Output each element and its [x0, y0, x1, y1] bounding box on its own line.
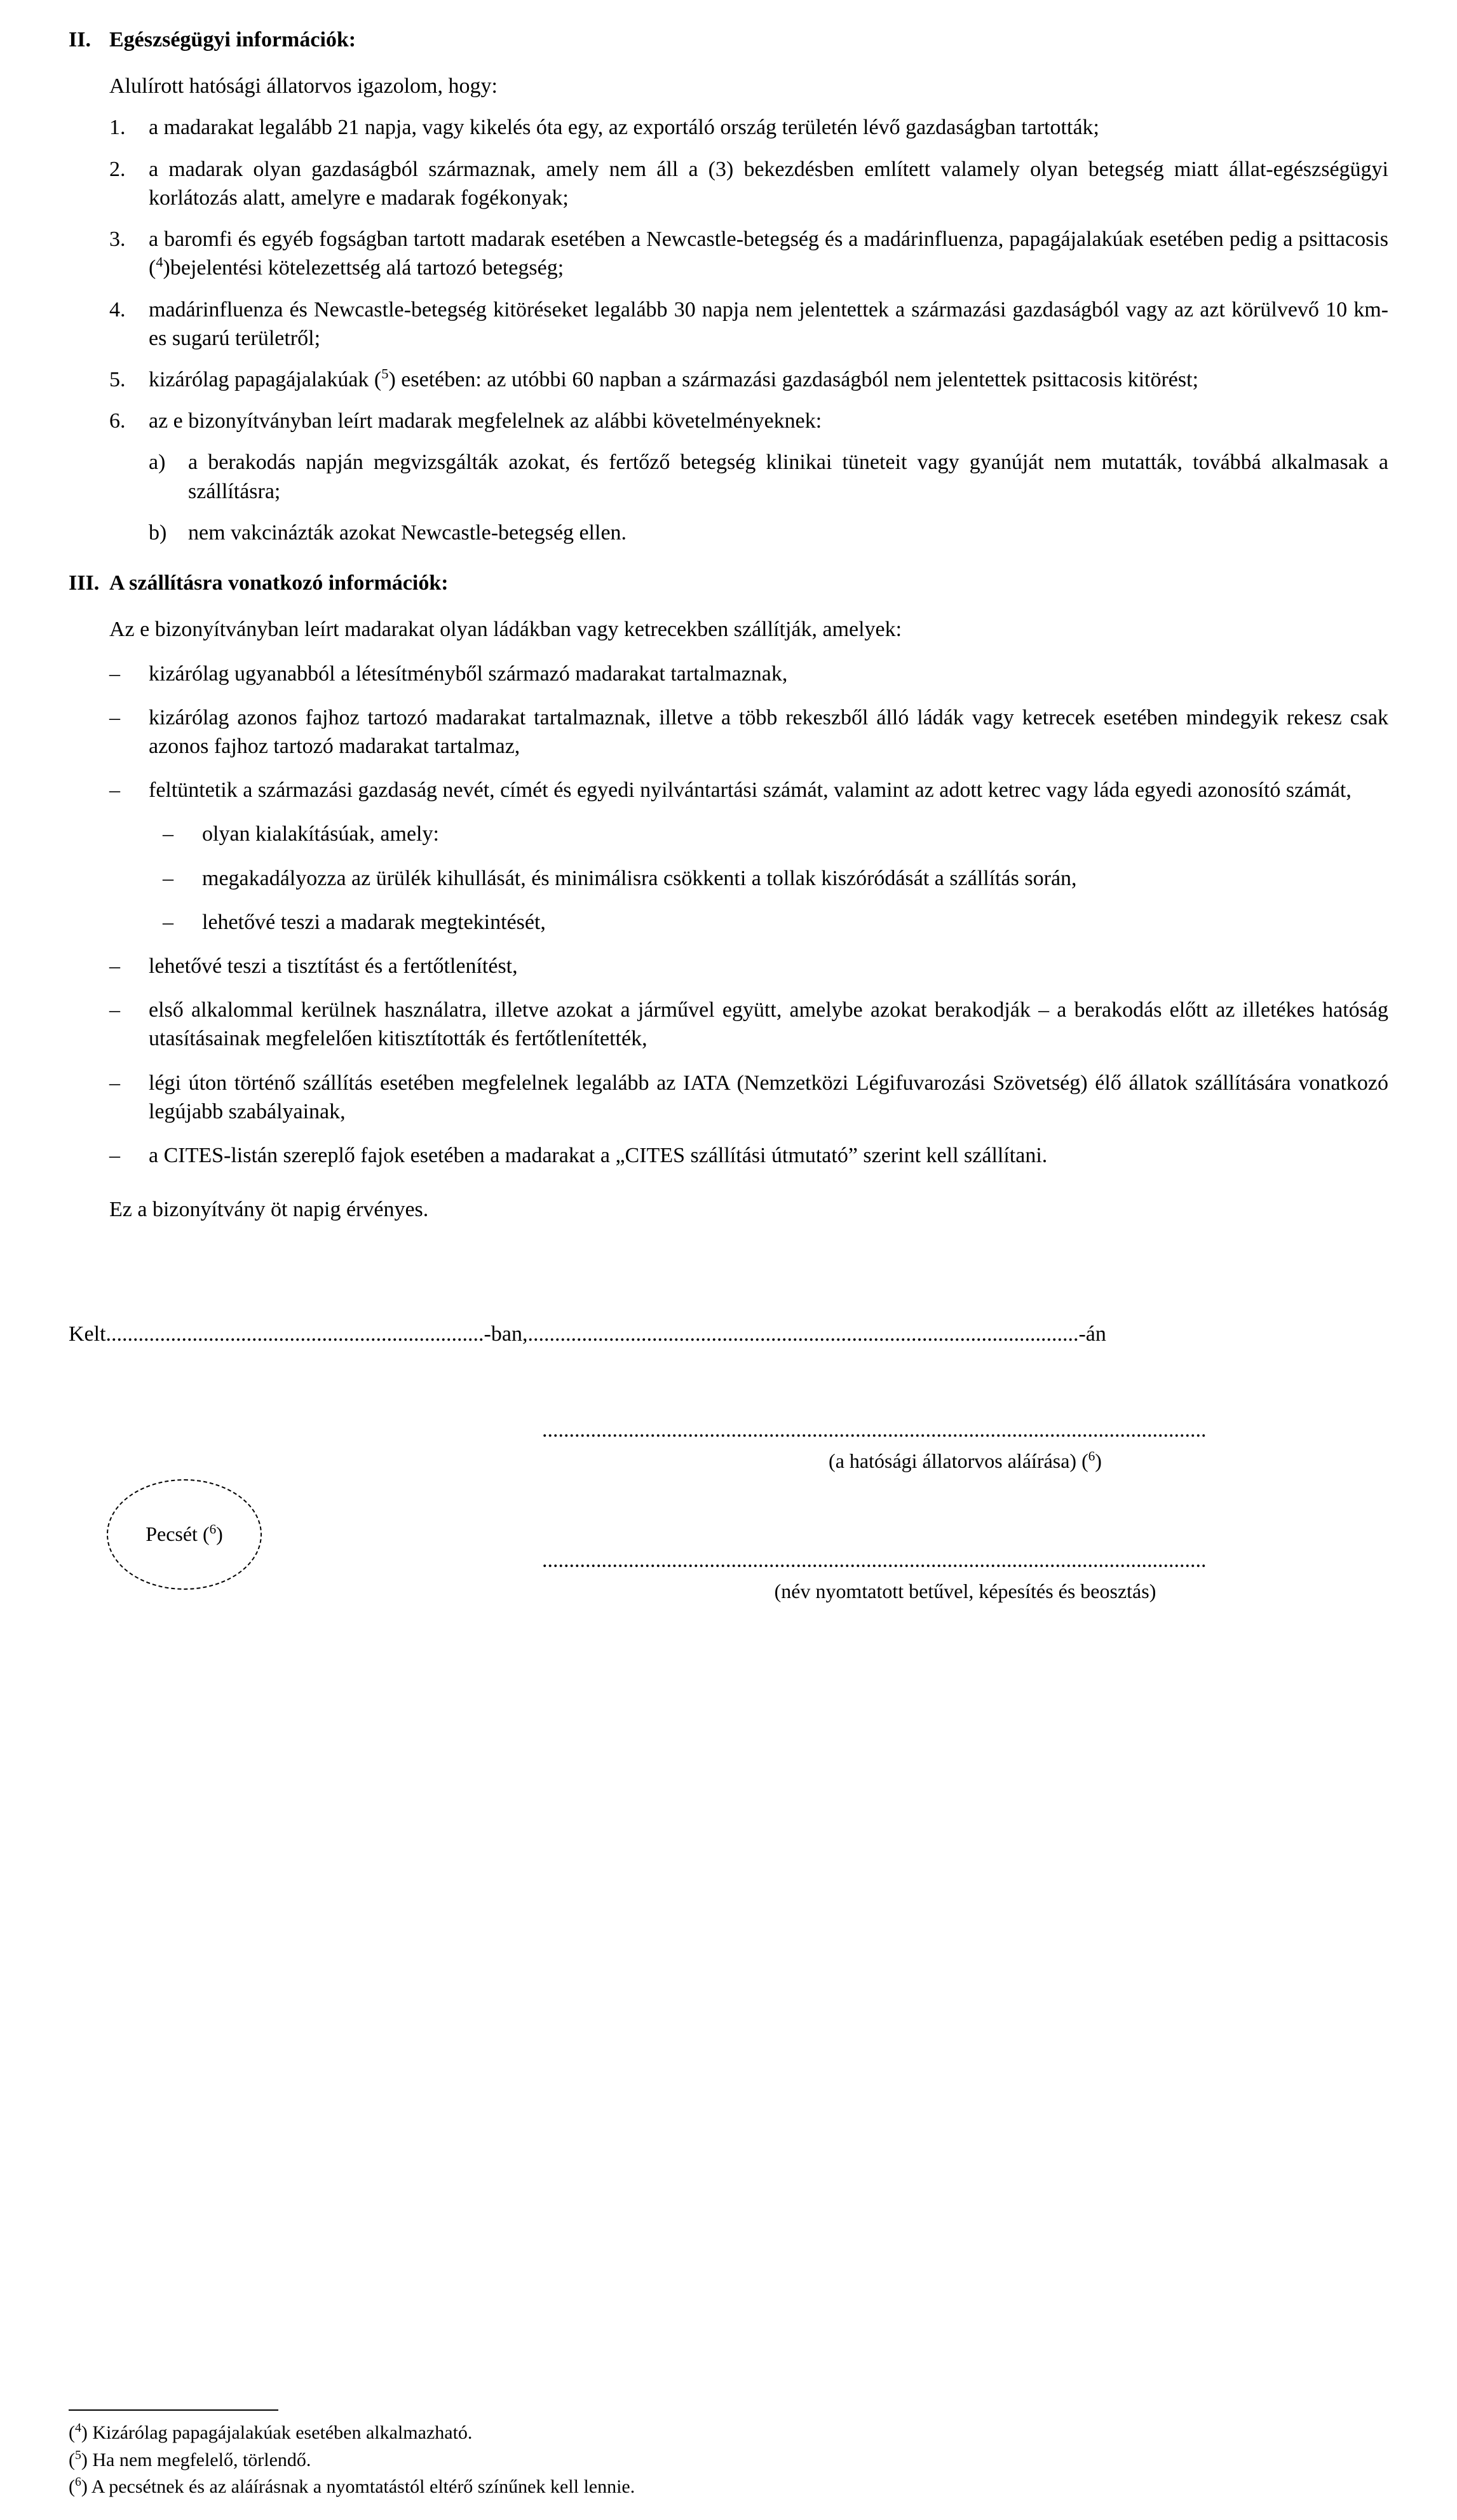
list-text: az e bizonyítványban leírt madarak megfelelnek az alábbi követelményeknek:: [149, 409, 822, 433]
seal-stamp: [107, 1479, 262, 1590]
signature-caption-text: (a hatósági állatorvos aláírása) (: [829, 1449, 1088, 1473]
list-text: [149, 225, 1388, 282]
list-item: [109, 703, 1388, 761]
footnotes: [69, 2409, 1388, 2501]
list-marker: 5.: [109, 367, 126, 391]
list-item: [109, 660, 1388, 688]
signature-line[interactable]: ...........................................................................................................................: [542, 1418, 1207, 1442]
list-item: [109, 155, 1388, 212]
list-text: lehetővé teszi a madarak megtekintését,: [202, 910, 546, 934]
list-item: [109, 996, 1388, 1053]
section-ii-list: [109, 113, 1388, 435]
section-ii-sublist: [149, 448, 1388, 547]
section-ii-lead: Alulírott hatósági állatorvos igazolom, hogy:: [109, 74, 498, 98]
dash-marker: –: [109, 1144, 120, 1168]
list-item: [109, 365, 1388, 394]
list-text-part-1: kizárólag papagájalakúak (: [149, 367, 382, 391]
footnote-ref-5: 5: [381, 365, 389, 382]
section-iii-body: [109, 615, 1388, 1224]
footnote-5: ($^5$) Ha nem megfelelő, törlendő.: [69, 2448, 311, 2470]
sublist-text: nem vakcinázták azokat Newcastle-betegség ellen.: [188, 520, 627, 545]
list-item: [109, 295, 1388, 353]
veterinarian-signature-block: [542, 1418, 1388, 1473]
name-line[interactable]: ...........................................................................................................................: [542, 1548, 1207, 1572]
list-item: [109, 225, 1388, 282]
footnote-number-4: 4: [75, 2421, 81, 2435]
validity-note: Ez a bizonyítvány öt napig érvényes.: [109, 1198, 429, 1222]
list-text: madárinfluenza és Newcastle-betegség kitöréseket legalább 30 napja nem jelentettek a származási gazdaságból vagy az azt körülvevő 10 km-es sugarú területről;: [149, 297, 1388, 350]
list-item: [163, 908, 1388, 937]
list-text: a madarak olyan gazdaságból származnak, amely nem áll a (3) bekezdésben említett valamely olyan betegség miatt állat-egészségügyi korlátozás alatt, amelyre e madarak fogékonyak;: [149, 157, 1388, 210]
list-marker: 3.: [109, 227, 126, 252]
seal-label-text: Pecsét (: [146, 1522, 210, 1546]
kelt-line: [69, 1320, 1388, 1348]
section-iii-heading: [69, 569, 1388, 597]
section-iii-lead: Az e bizonyítványban leírt madarakat olyan ládákban vagy ketrecekben szállítják, amelyek:: [109, 618, 902, 642]
dash-marker: –: [109, 1071, 120, 1095]
list-item: [109, 776, 1388, 804]
list-marker: 6.: [109, 409, 126, 433]
name-caption: (név nyomtatott betűvel, képesítés és beosztás): [774, 1580, 1156, 1603]
kelt-dots-1[interactable]: ......................................................................: [105, 1322, 484, 1346]
sublist-marker: a): [149, 450, 166, 475]
section-iii-list: [109, 660, 1388, 805]
list-item: [109, 407, 1388, 435]
dash-marker: –: [163, 910, 173, 934]
footnote-6: ($^6$) A pecsétnek és az aláírásnak a nyomtatástól eltérő színűnek kell lennie.: [69, 2475, 635, 2498]
list-text: légi úton történő szállítás esetében megfelelnek legalább az IATA (Nemzetközi Légifuvarozási Szövetség) élő állatok szállítására vonatkozó legújabb szabályainak,: [149, 1071, 1388, 1123]
section-ii-heading: [69, 25, 1388, 54]
sublist-text: a berakodás napján megvizsgálták azokat, és fertőző betegség klinikai tüneteit vagy gyanúját nem mutatták, továbbá alkalmasak a szállításra;: [188, 450, 1388, 503]
signature-area: [69, 1418, 1388, 1628]
list-marker: 2.: [109, 157, 126, 181]
name-block: [542, 1548, 1388, 1603]
list-text: feltüntetik a származási gazdaság nevét, címét és egyedi nyilvántartási számát, valamint az adott ketrec vagy láda egyedi azonosító számát,: [149, 778, 1352, 803]
dash-marker: –: [163, 822, 173, 846]
dash-marker: –: [109, 661, 120, 686]
footnote-4: ($^4$) Kizárólag papagájalakúak esetében alkalmazható.: [69, 2421, 473, 2444]
dash-marker: –: [109, 998, 120, 1022]
list-text: a CITES-listán szereplő fajok esetében a madarakat a „CITES szállítási útmutató” szerint kell szállítani.: [149, 1144, 1048, 1168]
seal-label-close: ): [216, 1522, 223, 1546]
sublist-item: [149, 448, 1388, 505]
list-item: [109, 952, 1388, 980]
section-ii-title: Egészségügyi információk:: [109, 28, 356, 51]
list-text: kizárólag ugyanabból a létesítményből származó madarakat tartalmaznak,: [149, 661, 788, 686]
section-iii-list-after: [109, 952, 1388, 1170]
footnote-number-6: 6: [75, 2475, 81, 2490]
footnote-5-text: ) Ha nem megfelelő, törlendő.: [81, 2449, 311, 2470]
list-text: megakadályozza az ürülék kihullását, és minimálisra csökkenti a tollak kiszóródását a szállítás során,: [202, 866, 1077, 890]
footnote-number-5: 5: [75, 2448, 81, 2462]
list-text: a madarakat legalább 21 napja, vagy kikelés óta egy, az exportáló ország területén lévő gazdaságban tartották;: [149, 116, 1099, 140]
list-item: [109, 1069, 1388, 1126]
section-iii-number: III.: [69, 571, 100, 595]
kelt-mid: -ban,: [484, 1322, 528, 1346]
dash-marker: –: [109, 705, 120, 729]
kelt-dots-2[interactable]: ......................................................................................................: [527, 1322, 1079, 1346]
sublist-item: [149, 518, 1388, 547]
list-text: olyan kialakításúak, amely:: [202, 822, 439, 846]
kelt-end: -án: [1078, 1322, 1106, 1346]
list-item: [163, 864, 1388, 893]
footnote-6-text: ) A pecsétnek és az aláírásnak a nyomtatástól eltérő színűnek kell lennie.: [81, 2476, 635, 2498]
footnote-divider: [69, 2409, 278, 2411]
footnote-ref-6b: 6: [1088, 1448, 1095, 1464]
list-text: kizárólag azonos fajhoz tartozó madarakat tartalmaznak, illetve a több rekeszből álló ládák vagy ketrecek esetében mindegyik rekesz csak azonos fajhoz tartozó madarakat tartalmaz,: [149, 705, 1388, 758]
footnote-ref-4: 4: [156, 254, 163, 270]
list-item: [109, 1141, 1388, 1170]
signature-caption-close: ): [1095, 1449, 1102, 1473]
footnote-4-text: ) Kizárólag papagájalakúak esetében alkalmazható.: [81, 2422, 473, 2444]
list-marker: 1.: [109, 116, 126, 140]
dash-marker: –: [109, 954, 120, 979]
dash-marker: –: [163, 866, 173, 890]
list-text: első alkalommal kerülnek használatra, illetve azokat a járművel együtt, amelybe azokat berakodják – a berakodás előtt az illetékes hatóság utasításainak megfelelően kitisztították és fertőtlenítették,: [149, 998, 1388, 1051]
section-ii-number: II.: [69, 28, 91, 51]
list-text: [149, 365, 1388, 394]
list-text-part-2: ) esetében: az utóbbi 60 napban a származási gazdaságból nem jelentettek psittacosis kitörést;: [388, 367, 1199, 391]
section-iii-nested-list: [163, 820, 1388, 937]
list-marker: 4.: [109, 297, 126, 322]
list-item: [109, 113, 1388, 142]
section-ii-body: [109, 72, 1388, 547]
signature-caption: [542, 1449, 1388, 1473]
footnote-ref-6: 6: [209, 1521, 217, 1537]
sublist-marker: b): [149, 520, 167, 545]
seal-label: [146, 1522, 223, 1546]
list-item: [163, 820, 1388, 848]
section-iii-title: A szállításra vonatkozó információk:: [109, 571, 449, 595]
list-text-part-1: a baromfi és egyéb fogságban tartott madarak esetében a Newcastle-betegség és a madárinfluenza, papagájalakúak esetében pedig a psittacosis (: [149, 227, 1388, 280]
list-text: lehetővé teszi a tisztítást és a fertőtlenítést,: [149, 954, 518, 979]
kelt-label: Kelt: [69, 1322, 106, 1346]
list-text-part-2: )bejelentési kötelezettség alá tartozó betegség;: [163, 256, 564, 280]
dash-marker: –: [109, 778, 120, 803]
